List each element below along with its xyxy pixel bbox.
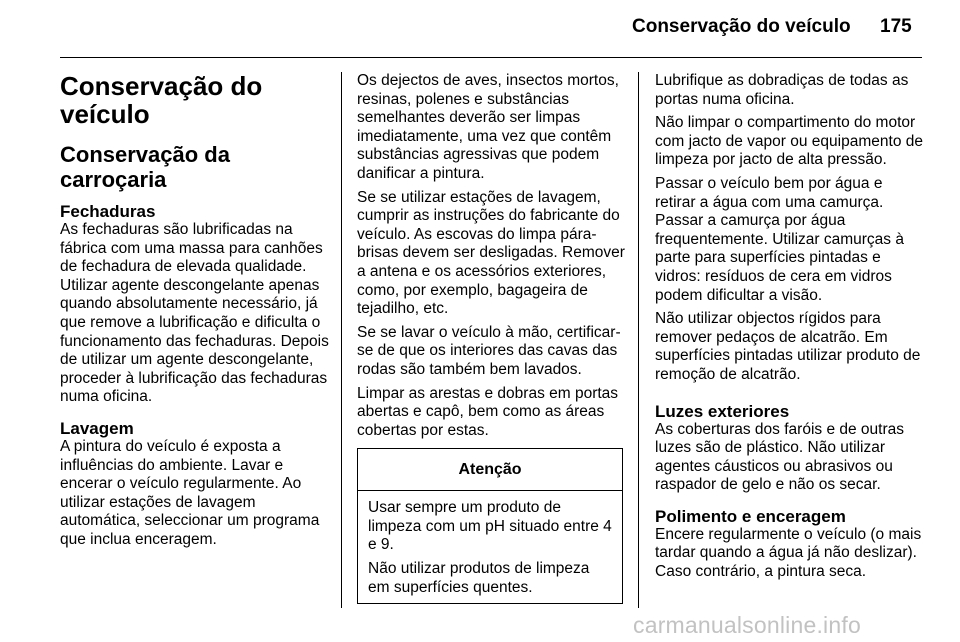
paragraph-hand-wash: Se se lavar o veículo à mão, certificar-se de que os interiores das cavas das rodas são também bem lavados. <box>357 323 621 378</box>
column-1 <box>60 72 330 550</box>
warning-body <box>358 491 622 603</box>
washing-text: A pintura do veículo é exposta a influências do ambiente. Lavar e encerar o veículo regularmente. Ao utilizar estações de lavagem automática, seleccionar um programa que inclua enceragem. <box>60 437 320 548</box>
watermark: carmanualsonline.info <box>633 612 861 638</box>
column-divider-1 <box>341 72 342 608</box>
paragraph-rinse: Passar o veículo bem por água e retirar a água com uma camurça. Passar a camurça por água frequentemente. Utilizar camurças à parte para superfícies pintadas e vidros: resíduos de cera em vidros podem dificultar a visão. <box>655 174 904 304</box>
paragraph-tar: Não utilizar objectos rígidos para remover pedaços de alcatrão. Em superfícies pintadas utilizar produto de remoção de alcatrão. <box>655 310 921 383</box>
section-title: Conservação do veículo <box>60 71 263 129</box>
running-header-title: Conservação do veículo <box>632 16 851 37</box>
locks-heading: Fechaduras <box>60 202 156 221</box>
column-2 <box>357 72 627 604</box>
paragraph-engine-bay: Não limpar o compartimento do motor com jacto de vapor ou equipamento de limpeza por jacto de alta pressão. <box>655 114 923 169</box>
exterior-lights-text: As coberturas dos faróis e de outras luzes são de plástico. Não utilizar agentes cáusticos ou abrasivos ou raspador de gelo e não os secar. <box>655 420 904 494</box>
warning-text-hot: Não utilizar produtos de limpeza em superfícies quentes. <box>368 560 590 596</box>
paragraph-hinges: Lubrifique as dobradiças de todas as portas numa oficina. <box>655 72 909 108</box>
paragraph-wash-stations: Se se utilizar estações de lavagem, cumprir as instruções do fabricante do veículo. As escovas do limpa pára-brisas devem ser desligadas. Remover a antena e os acessórios exteriores, como, por exemplo, bagageira de tejadilho, etc. <box>357 188 625 318</box>
column-3 <box>655 72 927 582</box>
washing-heading: Lavagem <box>60 418 134 438</box>
polishing-heading: Polimento e enceragem <box>655 506 846 526</box>
locks-text: As fechaduras são lubrificadas na fábrica com uma massa para canhões de fechadura de elevada qualidade. Utilizar agente descongelante apenas quando absolutamente necessário, já que remove a lubrificação e dificulta o funcionamento das fechaduras. Depois de utilizar um agente descongelante, proceder à lubrificação das fechaduras numa oficina. <box>60 221 329 406</box>
paragraph-bird-droppings: Os dejectos de aves, insectos mortos, resinas, polenes e substâncias semelhantes deverão ser limpas imediatamente, uma vez que contêm substâncias agressivas que podem danificar a pintura. <box>357 72 619 182</box>
warning-heading: Atenção <box>358 449 622 491</box>
paragraph-edges: Limpar as arestas e dobras em portas abertas e capô, bem como as áreas cobertas por estas. <box>357 384 619 439</box>
section-subtitle: Conservação da carroçaria <box>60 142 230 192</box>
header-rule <box>60 57 922 58</box>
exterior-lights-heading: Luzes exteriores <box>655 401 790 421</box>
column-divider-2 <box>638 72 639 608</box>
warning-text-ph: Usar sempre um produto de limpeza com um pH situado entre 4 e 9. <box>368 499 612 554</box>
page-number: 175 <box>880 16 912 37</box>
warning-box <box>357 448 623 604</box>
polishing-text: Encere regularmente o veículo (o mais tardar quando a água já não deslizar). Caso contrário, a pintura seca. <box>655 525 922 581</box>
